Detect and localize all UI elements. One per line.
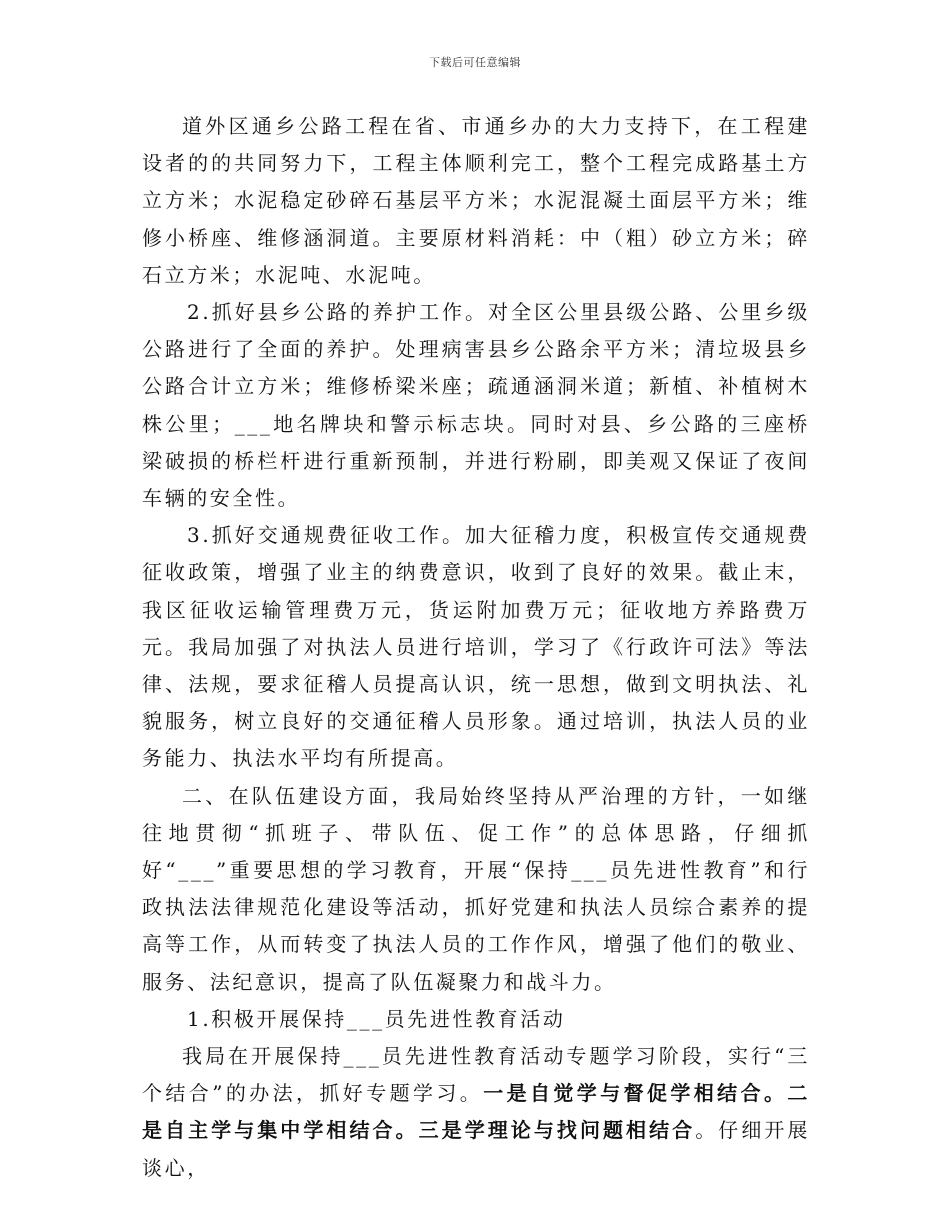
study-intro-text: 我局在开展保持___员先进性教育活动专题学习阶段，实行“三个结合”的办法，抓好专题学习。 [142,1044,810,1106]
bold-point-three: 三是学理论与找问题相结合 [418,1118,696,1143]
bold-point-one: 一是自觉学与督促学相结合。 [483,1081,788,1106]
paragraph-fee-collection: 3.抓好交通规费征收工作。加大征稽力度，积极宣传交通规费征收政策，增强了业主的纳费意识，收到了良好的效果。截止末，我区征收运输管理费万元，货运附加费万元；征收地方养路费万元。我局加强了对执法人员进行培训，学习了《行政许可法》等法律、法规，要求征稽人员提高认识，统一思想，做到文明执法、礼貌服务，树立良好的交通征稽人员形象。通过培训，执法人员的业务能力、执法水平均有所提高。 [142,523,810,771]
page-header: 下载后可任意编辑 [429,56,521,69]
section-heading-education: 1.积极开展保持___员先进性教育活动 [187,1006,566,1031]
study-tail-text: 。仔细开展谈心， [142,1118,811,1180]
paragraph-study-methods [142,1038,810,1187]
bold-point-two: 二是自主学与集中学相结合。 [142,1081,810,1143]
paragraph-road-project: 道外区通乡公路工程在省、市通乡办的大力支持下，在工程建设者的的共同努力下，工程主体顺利完工，整个工程完成路基土方立方米；水泥稳定砂碎石基层平方米；水泥混凝土面层平方米；维修小桥座、维修涵洞道。主要原材料消耗：中（粗）砂立方米；碎石立方米；水泥吨、水泥吨。 [142,114,810,287]
document-body [142,108,810,1187]
paragraph-road-maintenance: 2.抓好县乡公路的养护工作。对全区公里县级公路、公里乡级公路进行了全面的养护。处理病害县乡公路余平方米；清垃圾县乡公路合计立方米；维修桥梁米座；疏通涵洞米道；新植、补植树木株公里；___地名牌块和警示标志块。同时对县、乡公路的三座桥梁破损的桥栏杆进行重新预制，并进行粉刷，即美观又保证了夜间车辆的安全性。 [142,300,810,511]
paragraph-team-building: 二、在队伍建设方面，我局始终坚持从严治理的方针，一如继往地贯彻“抓班子、带队伍、促工作”的总体思路，仔细抓好“___”重要思想的学习教育，开展“保持___员先进性教育”和行政执法法律规范化建设等活动，抓好党建和执法人员综合素养的提高等工作，从而转变了执法人员的工作作风，增强了他们的敬业、服务、法纪意识，提高了队伍凝聚力和战斗力。 [142,783,810,994]
